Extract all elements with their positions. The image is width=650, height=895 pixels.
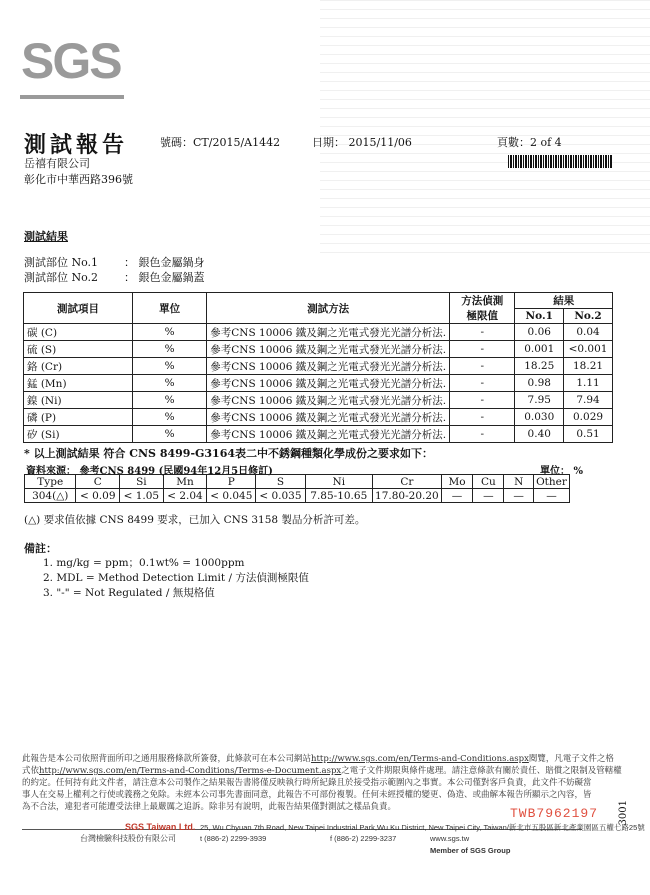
test-part-label: 測試部位 No.1 xyxy=(24,256,99,269)
spec-header: Cu xyxy=(473,475,504,489)
spec-cell: 7.85-10.65 xyxy=(305,489,373,503)
header-method: 測試方法 xyxy=(207,293,450,324)
spec-cell: — xyxy=(533,489,569,503)
tolerance-note: (△) 要求值依據 CNS 8499 要求，已加入 CNS 3158 製品分析許可差。 xyxy=(24,514,366,526)
spec-header: Type xyxy=(25,475,76,489)
unit-note: 單位： % xyxy=(540,466,583,477)
cell-item: 鉻 (Cr) xyxy=(24,358,133,375)
cell-unit: % xyxy=(133,324,207,341)
client-company: 岳禧有限公司 xyxy=(24,157,90,170)
source-note: 資料來源： 參考CNS 8499 (民國94年12月5日修訂) xyxy=(26,466,273,477)
cell-method: 參考CNS 10006 鐵及鋼之光電式發光光譜分析法. xyxy=(207,324,450,341)
cell-no2: 7.94 xyxy=(564,392,613,409)
fax-number: f (886-2) 2299-3237 xyxy=(330,834,397,843)
cell-item: 碳 (C) xyxy=(24,324,133,341)
cell-item: 磷 (P) xyxy=(24,409,133,426)
spec-cell: 17.80-20.20 xyxy=(373,489,442,503)
cell-no1: 18.25 xyxy=(515,358,564,375)
cell-mdl: - xyxy=(450,392,515,409)
header-mdl xyxy=(450,293,515,324)
barcode xyxy=(508,155,612,168)
page-number: 頁數：2 of 4 xyxy=(497,136,562,149)
cell-no2: 1.11 xyxy=(564,375,613,392)
cell-no1: 7.95 xyxy=(515,392,564,409)
cell-mdl: - xyxy=(450,409,515,426)
spec-cell: < 0.09 xyxy=(76,489,120,503)
header-no2: No.2 xyxy=(564,309,613,324)
member-text: Member of SGS Group xyxy=(430,846,511,855)
cell-no2: 0.04 xyxy=(564,324,613,341)
header-result: 結果 xyxy=(515,293,613,309)
cell-no2: 18.21 xyxy=(564,358,613,375)
spec-cell: — xyxy=(441,489,473,503)
header-mdl-line2: 極限值 xyxy=(466,310,499,322)
footer-terms-line3: 的約定。任何持有此文件者，請注意本公司製作之結果報告書將僅反映執行時所紀錄且於接受指示範圍內之事實。本公司僅對客戶負責，此文件不妨礙當 xyxy=(22,778,592,788)
header-unit: 單位 xyxy=(133,293,207,324)
cell-method: 參考CNS 10006 鐵及鋼之光電式發光光譜分析法. xyxy=(207,375,450,392)
footer-text: 之電子文件期限與條件處理。請注意條款有關於責任、賠償之限制及管轄權 xyxy=(341,766,622,776)
cell-unit: % xyxy=(133,375,207,392)
spec-cell: < 1.05 xyxy=(120,489,164,503)
client-address: 彰化市中華西路396號 xyxy=(24,173,133,186)
header-no1: No.1 xyxy=(515,309,564,324)
terms-link[interactable]: http://www.sgs.com/en/Terms-and-Conditions.aspx xyxy=(311,754,529,764)
company-name-zh: 台灣檢驗科技股份有限公司 xyxy=(80,834,176,843)
spec-table xyxy=(24,474,570,503)
cell-method: 參考CNS 10006 鐵及鋼之光電式發光光譜分析法. xyxy=(207,341,450,358)
spec-cell: 304(△) xyxy=(25,489,76,503)
spec-header-row xyxy=(25,475,570,489)
spec-value-row xyxy=(25,489,570,503)
cell-no2: <0.001 xyxy=(564,341,613,358)
spec-header: Mo xyxy=(441,475,473,489)
cell-unit: % xyxy=(133,409,207,426)
test-part-label: 測試部位 No.2 xyxy=(24,271,99,284)
cell-method: 參考CNS 10006 鐵及鋼之光電式發光光譜分析法. xyxy=(207,392,450,409)
footer-terms-line1 xyxy=(22,752,614,764)
cell-no2: 0.51 xyxy=(564,426,613,443)
table-row xyxy=(24,375,613,392)
stamp-number: TWB7962197 xyxy=(510,806,599,821)
header-item: 測試項目 xyxy=(24,293,133,324)
cell-no1: 0.06 xyxy=(515,324,564,341)
spec-header: P xyxy=(207,475,256,489)
phone-number: t (886-2) 2299-3939 xyxy=(200,834,267,843)
footer-text: 式依 xyxy=(22,766,40,776)
logo-underline xyxy=(20,95,124,99)
results-table xyxy=(23,292,613,443)
spec-header: S xyxy=(256,475,305,489)
footer-text: 閱覽，凡電子文件之格 xyxy=(528,754,614,764)
footer-terms-line4: 事人在交易上權利之行使或義務之免除。未經本公司事先書面同意，此報告不可部份複製。任何未經授權的變更、偽造、或曲解本報告所顯示之內容，皆 xyxy=(22,790,592,800)
spec-cell: < 0.045 xyxy=(207,489,256,503)
report-number: 號碼：CT/2015/A1442 xyxy=(160,136,281,149)
spec-cell: — xyxy=(504,489,534,503)
sgs-logo: SGS xyxy=(21,33,121,89)
table-row xyxy=(24,341,613,358)
cell-no1: 0.030 xyxy=(515,409,564,426)
cell-no1: 0.98 xyxy=(515,375,564,392)
cell-method: 參考CNS 10006 鐵及鋼之光電式發光光譜分析法. xyxy=(207,426,450,443)
cell-mdl: - xyxy=(450,324,515,341)
footer-terms-line5: 為不合法，違犯者可能遭受法律上最嚴厲之追訴。除非另有說明，此報告結果僅對測試之樣品負責。 xyxy=(22,802,397,812)
section-title: 測試結果 xyxy=(24,230,68,243)
company-address xyxy=(200,822,645,833)
test-part-value: ： 銀色金屬鍋身 xyxy=(124,256,205,269)
address-en: 25, Wu Chyuan 7th Road, New Taipei Industrial Park,Wu Ku District, New Taipei City, Taiwan xyxy=(200,823,507,832)
spec-header: N xyxy=(504,475,534,489)
cell-unit: % xyxy=(133,341,207,358)
cell-mdl: - xyxy=(450,426,515,443)
table-row xyxy=(24,358,613,375)
cell-no1: 0.001 xyxy=(515,341,564,358)
table-row xyxy=(24,392,613,409)
report-title: 測試報告 xyxy=(24,132,129,158)
compliance-note: * 以上測試結果 符合 CNS 8499-G3164表二中不銹鋼種類化學成份之要求如下： xyxy=(24,447,434,460)
cell-method: 參考CNS 10006 鐵及鋼之光電式發光光譜分析法. xyxy=(207,358,450,375)
cell-unit: % xyxy=(133,358,207,375)
cell-mdl: - xyxy=(450,358,515,375)
side-number: 3001 xyxy=(618,800,629,826)
cell-item: 鎳 (Ni) xyxy=(24,392,133,409)
cell-method: 參考CNS 10006 鐵及鋼之光電式發光光譜分析法. xyxy=(207,409,450,426)
background-watermark xyxy=(320,0,650,260)
spec-header: Mn xyxy=(163,475,207,489)
address-zh: /新北市五股區新北產業園區五權七路25號 xyxy=(506,823,645,832)
test-part-1 xyxy=(24,254,205,270)
remark-item: 2. MDL = Method Detection Limit / 方法偵測極限值 xyxy=(43,572,309,584)
spec-header: C xyxy=(76,475,120,489)
report-date: 日期： 2015/11/06 xyxy=(312,136,412,149)
test-part-value: ： 銀色金屬鍋蓋 xyxy=(124,271,205,284)
table-row xyxy=(24,324,613,341)
spec-header: Cr xyxy=(373,475,442,489)
footer-terms-line2 xyxy=(22,764,622,776)
company-name-en: SGS Taiwan Ltd. xyxy=(125,822,196,832)
spec-header: Ni xyxy=(305,475,373,489)
spec-header: Other xyxy=(533,475,569,489)
cell-item: 矽 (Si) xyxy=(24,426,133,443)
cell-no1: 0.40 xyxy=(515,426,564,443)
remarks-title: 備註： xyxy=(24,542,57,555)
header-mdl-line1: 方法偵測 xyxy=(461,295,504,307)
cell-mdl: - xyxy=(450,375,515,392)
spec-cell: — xyxy=(473,489,504,503)
table-row xyxy=(24,409,613,426)
spec-cell: < 2.04 xyxy=(163,489,207,503)
test-part-2 xyxy=(24,269,205,285)
cell-unit: % xyxy=(133,392,207,409)
spec-cell: < 0.035 xyxy=(256,489,305,503)
terms-e-document-link[interactable]: http://www.sgs.com/en/Terms-and-Conditions/Terms-e-Document.aspx xyxy=(39,766,342,776)
cell-item: 硫 (S) xyxy=(24,341,133,358)
spec-header: Si xyxy=(120,475,164,489)
footer-text: 此報告是本公司依照背面所印之通用服務條款所簽發，此條款可在本公司網站 xyxy=(22,754,312,764)
remark-item: 3. "-" = Not Regulated / 無規格值 xyxy=(43,587,215,599)
website[interactable]: www.sgs.tw xyxy=(430,834,470,843)
cell-no2: 0.029 xyxy=(564,409,613,426)
remark-item: 1. mg/kg = ppm；0.1wt% = 1000ppm xyxy=(43,557,245,569)
cell-unit: % xyxy=(133,426,207,443)
cell-item: 錳 (Mn) xyxy=(24,375,133,392)
cell-mdl: - xyxy=(450,341,515,358)
table-row xyxy=(24,426,613,443)
